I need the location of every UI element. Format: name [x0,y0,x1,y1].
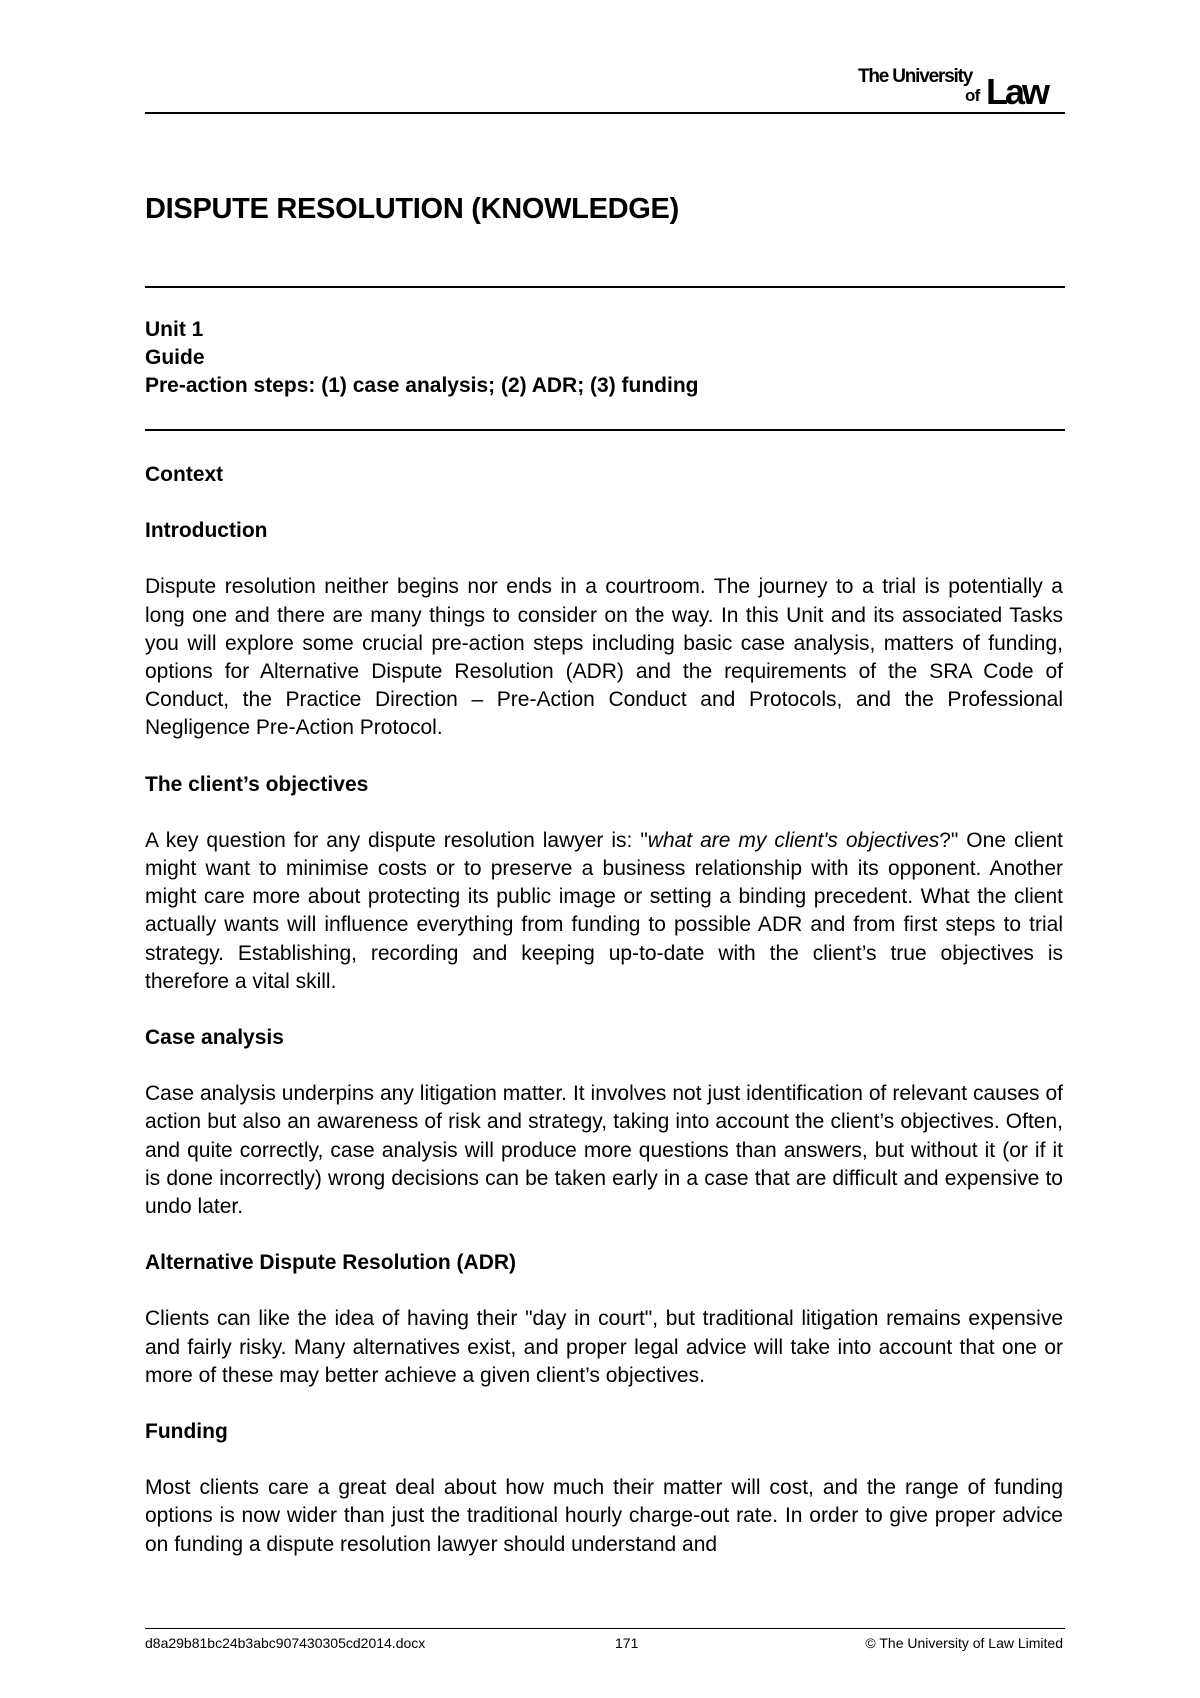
adr-heading: Alternative Dispute Resolution (ADR) [145,1251,517,1275]
unit-type: Guide [145,346,205,369]
objectives-heading: The client’s objectives [145,772,369,796]
introduction-heading: Introduction [145,519,268,543]
footer-page-number: 171 [615,1635,639,1651]
unit-subtitle: Pre-action steps: (1) case analysis; (2) ADR; (3) funding [145,374,699,397]
footer-copyright: © The University of Law Limited [865,1635,1063,1651]
funding-paragraph: Most clients care a great deal about how much their matter will cost, and the range of funding options is now wider than just the traditional hourly charge-out rate. In order to give proper advice on funding a dispute resolution lawyer should understand and [145,1476,1063,1556]
document-body [145,461,1063,1587]
logo-of: of [965,86,980,105]
funding-heading: Funding [145,1420,228,1444]
unit-block [145,316,1065,400]
objectives-text-start: A key question for any dispute resolution lawyer is: " [145,828,648,852]
footer-filename: d8a29b81bc24b3abc907430305cd2014.docx [145,1635,426,1651]
unit-divider [145,429,1065,431]
university-of-law-logo [858,66,1066,112]
case-analysis-heading: Case analysis [145,1026,284,1050]
document-title: DISPUTE RESOLUTION (KNOWLEDGE) [145,193,679,225]
logo-line-the-university: The University [858,66,973,87]
objectives-paragraph [145,827,1063,996]
objectives-text-end: ?" One client might want to minimise costs or to preserve a business relationship with its opponent. Another might care more about protecting its public image or setting a binding precedent. What the client actually wants will influence everything from funding to possible ADR and from first steps to trial strategy. Establishing, recording and keeping up-to-date with the client’s true objectives is therefore a vital skill. [145,828,1063,993]
adr-paragraph: Clients can like the idea of having their "day in court", but traditional litigation remains expensive and fairly risky. Many alternatives exist, and proper legal advice will take into account that one or more of these may better achieve a given client’s objectives. [145,1307,1063,1387]
header-divider [145,112,1065,114]
objectives-italic-question: what are my client's objectives [647,828,940,852]
title-divider [145,286,1065,288]
context-heading: Context [145,463,224,486]
case-analysis-paragraph: Case analysis underpins any litigation matter. It involves not just identification of relevant causes of action but also an awareness of risk and strategy, taking into account the client’s objectives. Often, and quite correctly, case analysis will produce more questions than answers, but without it (or if it is done incorrectly) wrong decisions can be taken early in a case that are difficult and expensive to undo later. [145,1082,1063,1219]
introduction-paragraph: Dispute resolution neither begins nor ends in a courtroom. The journey to a trial is potentially a long one and there are many things to consider on the way. In this Unit and its associated Tasks you will explore some crucial pre-action steps including basic case analysis, matters of funding, options for Alternative Dispute Resolution (ADR) and the requirements of the SRA Code of Conduct, the Practice Direction – Pre-Action Conduct and Protocols, and the Professional Negligence Pre-Action Protocol. [145,575,1063,740]
footer-divider [145,1628,1065,1629]
unit-number: Unit 1 [145,318,204,341]
page-footer [145,1633,1063,1653]
logo-law: Law [986,71,1048,112]
